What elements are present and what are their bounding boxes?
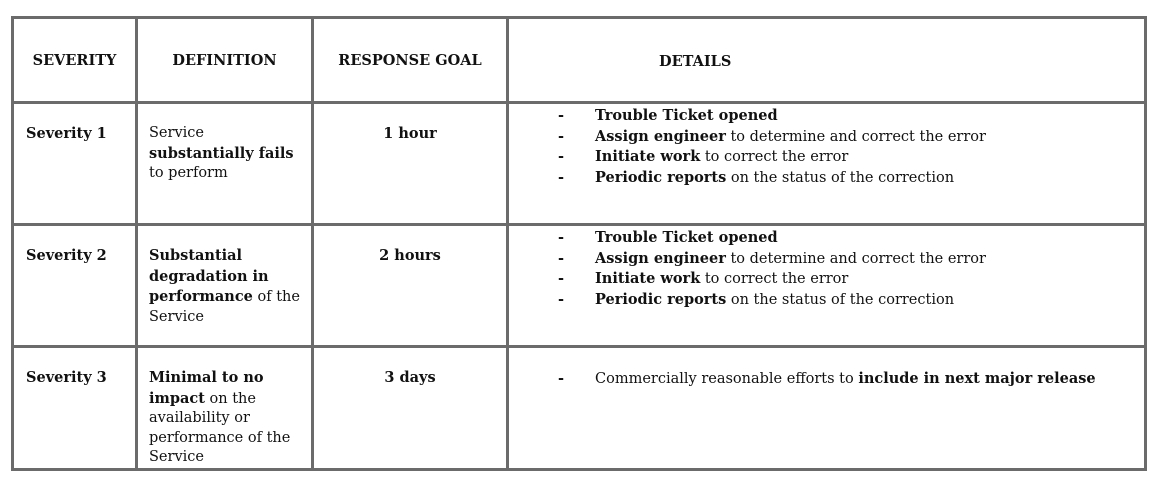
- bullet-dash: -: [558, 249, 565, 267]
- response-goal-cell: 1 hour: [313, 103, 508, 225]
- header-details: DETAILS: [508, 18, 1146, 103]
- definition-bold: Minimal to no impact: [149, 369, 264, 407]
- detail-bold: Periodic reports: [595, 168, 727, 186]
- detail-rest: to correct the error: [700, 149, 849, 165]
- header-response-goal: RESPONSE GOAL: [313, 18, 508, 103]
- header-definition: DEFINITION: [137, 18, 313, 103]
- detail-bold: Trouble Ticket opened: [595, 107, 778, 124]
- definition-bold: substantially fails: [149, 144, 294, 162]
- details-cell: [508, 225, 1146, 347]
- detail-rest: on the status of the correction: [726, 169, 955, 186]
- response-goal-cell: 2 hours: [313, 225, 508, 347]
- response-goal-cell: 3 days: [313, 347, 508, 470]
- bullet-dash: -: [558, 107, 565, 124]
- definition-post: of the Service: [149, 289, 300, 325]
- detail-bold: include in next major release: [858, 370, 1096, 387]
- definition-bold: Substantial degradation in performance: [149, 247, 269, 305]
- detail-bold: Assign engineer: [595, 249, 726, 267]
- list-item: [509, 269, 1144, 290]
- detail-bold: Periodic reports: [595, 290, 727, 308]
- list-item: [509, 228, 1144, 249]
- details-list: [509, 106, 1144, 188]
- list-item: [509, 369, 1144, 390]
- detail-bold: Trouble Ticket opened: [595, 229, 778, 246]
- list-item: [509, 249, 1144, 270]
- bullet-dash: -: [558, 148, 565, 165]
- bullet-dash: -: [558, 168, 565, 186]
- definition-pre: Service: [149, 125, 204, 141]
- detail-rest: to correct the error: [700, 271, 849, 287]
- detail-pre: Commercially reasonable efforts to: [595, 371, 859, 387]
- list-item: [509, 290, 1144, 311]
- list-item: [509, 147, 1144, 168]
- definition-cell: [137, 225, 313, 347]
- detail-rest: on the status of the correction: [726, 291, 955, 308]
- detail-rest: to determine and correct the error: [725, 250, 986, 267]
- detail-rest: to determine and correct the error: [725, 128, 986, 145]
- definition-cell: [137, 103, 313, 225]
- severity-table: [11, 16, 1147, 471]
- header-row: [13, 18, 1146, 103]
- details-cell: [508, 103, 1146, 225]
- table-row: [13, 347, 1146, 470]
- severity-cell: Severity 1: [13, 103, 137, 225]
- bullet-dash: -: [558, 127, 565, 145]
- list-item: [509, 127, 1144, 148]
- details-list: [509, 228, 1144, 310]
- details-cell: [508, 347, 1146, 470]
- bullet-dash: -: [558, 229, 565, 246]
- bullet-dash: -: [558, 290, 565, 308]
- bullet-dash: -: [558, 270, 565, 287]
- table-row: [13, 225, 1146, 347]
- definition-cell: [137, 347, 313, 470]
- severity-cell: Severity 2: [13, 225, 137, 347]
- table-row: [13, 103, 1146, 225]
- definition-post: on the availability or performance of the Service: [149, 390, 291, 465]
- details-list: [509, 369, 1144, 390]
- detail-bold: Assign engineer: [595, 127, 726, 145]
- header-severity: SEVERITY: [13, 18, 137, 103]
- detail-bold: Initiate work: [595, 270, 701, 287]
- severity-cell: Severity 3: [13, 347, 137, 470]
- definition-post: to perform: [149, 165, 228, 181]
- bullet-dash: -: [558, 370, 565, 387]
- detail-bold: Initiate work: [595, 148, 701, 165]
- list-item: [509, 168, 1144, 189]
- list-item: [509, 106, 1144, 127]
